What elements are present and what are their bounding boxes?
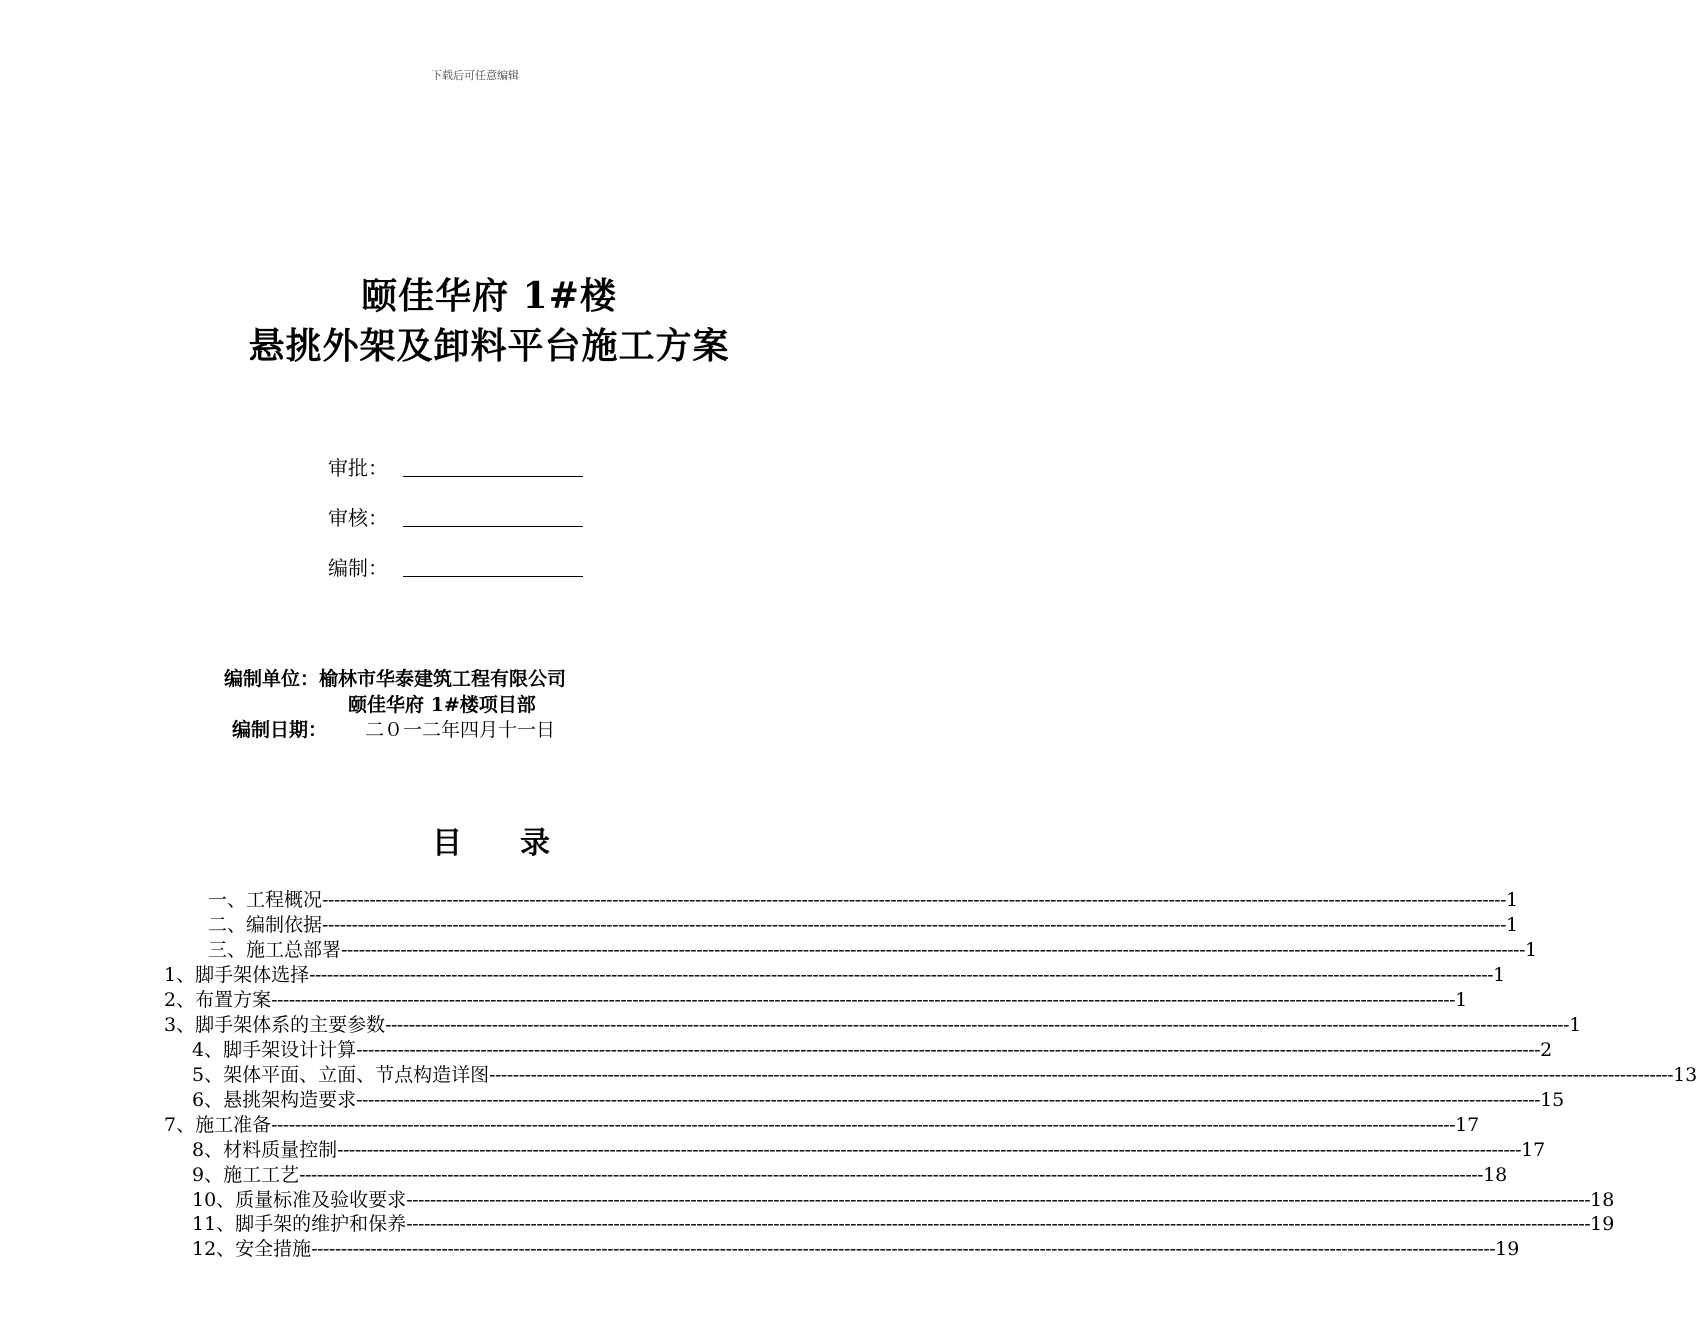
signature-compile	[328, 552, 388, 581]
header-note: 下载后可任意编辑	[431, 69, 519, 82]
toc-leader: --------------------------------------------------------------------------------------------------------------------------------------------------------------------------------------------------------	[385, 1014, 1570, 1036]
toc-leader: --------------------------------------------------------------------------------------------------------------------------------------------------------------------------------------------------------	[341, 939, 1525, 961]
signature-label: 审核：	[328, 506, 388, 530]
toc-entry-page: 2	[1540, 1039, 1553, 1061]
toc-entry-text: 12、安全措施	[192, 1238, 312, 1260]
toc-entry-text: 7、施工准备	[164, 1114, 272, 1136]
toc-entry-page: 18	[1590, 1189, 1615, 1211]
toc-entry[interactable]	[164, 1013, 1582, 1037]
toc-leader: --------------------------------------------------------------------------------------------------------------------------------------------------------------------------------------------------------	[406, 1213, 1591, 1235]
toc-leader: --------------------------------------------------------------------------------------------------------------------------------------------------------------------------------------------------------	[489, 1064, 1674, 1086]
toc-entry[interactable]	[208, 888, 1519, 912]
toc-entry[interactable]	[192, 1088, 1565, 1112]
toc-leader: --------------------------------------------------------------------------------------------------------------------------------------------------------------------------------------------------------	[356, 1039, 1541, 1061]
toc-entry-text: 一、工程概况	[208, 889, 323, 911]
toc-entry[interactable]	[164, 988, 1468, 1012]
toc-entry-page: 19	[1590, 1213, 1615, 1235]
toc-entry[interactable]	[208, 913, 1519, 937]
signature-line	[403, 576, 583, 577]
toc-title: 目录	[432, 826, 608, 861]
compile-unit-name: 榆林市华泰建筑工程有限公司	[319, 668, 567, 690]
compile-unit-label: 编制单位：	[224, 668, 320, 690]
toc-leader: --------------------------------------------------------------------------------------------------------------------------------------------------------------------------------------------------------	[309, 964, 1494, 986]
compile-unit	[224, 664, 566, 691]
toc-entry-page: 15	[1540, 1089, 1565, 1111]
toc-entry[interactable]	[164, 963, 1506, 987]
toc-entry-page: 1	[1455, 989, 1468, 1011]
toc-entry[interactable]	[208, 938, 1538, 962]
toc-entry-page: 1	[1525, 939, 1538, 961]
toc-entry[interactable]	[192, 1163, 1508, 1187]
toc-leader: --------------------------------------------------------------------------------------------------------------------------------------------------------------------------------------------------------	[322, 914, 1506, 936]
signature-label: 审批：	[328, 456, 388, 480]
compile-date-value: 二０一二年四月十一日	[365, 719, 556, 741]
toc-leader: --------------------------------------------------------------------------------------------------------------------------------------------------------------------------------------------------------	[322, 889, 1506, 911]
toc-entry-page: 18	[1483, 1164, 1508, 1186]
signature-approve	[328, 452, 388, 481]
toc-entry[interactable]	[192, 1237, 1520, 1261]
toc-entry-text: 5、架体平面、立面、节点构造详图	[192, 1064, 490, 1086]
toc-entry-text: 1、脚手架体选择	[164, 964, 310, 986]
toc-entry-page: 19	[1495, 1238, 1520, 1260]
toc-entry[interactable]	[192, 1063, 1697, 1087]
toc-entry-page: 1	[1506, 914, 1519, 936]
toc-leader: --------------------------------------------------------------------------------------------------------------------------------------------------------------------------------------------------------	[271, 1114, 1456, 1136]
toc-entry-text: 11、脚手架的维护和保养	[192, 1213, 407, 1235]
toc-leader: --------------------------------------------------------------------------------------------------------------------------------------------------------------------------------------------------------	[311, 1238, 1496, 1260]
toc-leader: --------------------------------------------------------------------------------------------------------------------------------------------------------------------------------------------------------	[356, 1089, 1541, 1111]
toc-entry-page: 13	[1673, 1064, 1697, 1086]
document-title-line2: 悬挑外架及卸料平台施工方案	[248, 325, 730, 367]
document-title-line1: 颐佳华府 1#楼	[361, 275, 617, 317]
toc-entry-text: 三、施工总部署	[208, 939, 342, 961]
toc-entry-text: 8、材料质量控制	[192, 1139, 338, 1161]
toc-entry-page: 1	[1569, 1014, 1582, 1036]
signature-line	[403, 526, 583, 527]
toc-leader: --------------------------------------------------------------------------------------------------------------------------------------------------------------------------------------------------------	[406, 1189, 1591, 1211]
toc-entry[interactable]	[192, 1038, 1553, 1062]
toc-entry[interactable]	[164, 1113, 1480, 1137]
toc-entry-text: 二、编制依据	[208, 914, 323, 936]
toc-entry-text: 9、施工工艺	[192, 1164, 300, 1186]
toc-leader: --------------------------------------------------------------------------------------------------------------------------------------------------------------------------------------------------------	[271, 989, 1456, 1011]
compile-unit-dept: 颐佳华府 1#楼项目部	[348, 694, 536, 716]
toc-entry-text: 6、悬挑架构造要求	[192, 1089, 357, 1111]
toc-entry-text: 2、布置方案	[164, 989, 272, 1011]
compile-date	[232, 715, 555, 742]
signature-label: 编制：	[328, 556, 388, 580]
toc-entry[interactable]	[192, 1212, 1615, 1236]
toc-entry-page: 17	[1455, 1114, 1480, 1136]
signature-review	[328, 502, 388, 531]
toc-entry-text: 3、脚手架体系的主要参数	[164, 1014, 386, 1036]
toc-leader: --------------------------------------------------------------------------------------------------------------------------------------------------------------------------------------------------------	[299, 1164, 1484, 1186]
compile-date-label: 编制日期：	[232, 719, 328, 741]
toc-entry-page: 1	[1506, 889, 1519, 911]
toc-entry-text: 4、脚手架设计计算	[192, 1039, 357, 1061]
toc-leader: --------------------------------------------------------------------------------------------------------------------------------------------------------------------------------------------------------	[337, 1139, 1522, 1161]
toc-entry-page: 17	[1521, 1139, 1546, 1161]
signature-line	[403, 476, 583, 477]
toc-entry-page: 1	[1493, 964, 1506, 986]
toc-entry[interactable]	[192, 1188, 1615, 1212]
toc-entry-text: 10、质量标准及验收要求	[192, 1189, 407, 1211]
toc-entry[interactable]	[192, 1138, 1546, 1162]
